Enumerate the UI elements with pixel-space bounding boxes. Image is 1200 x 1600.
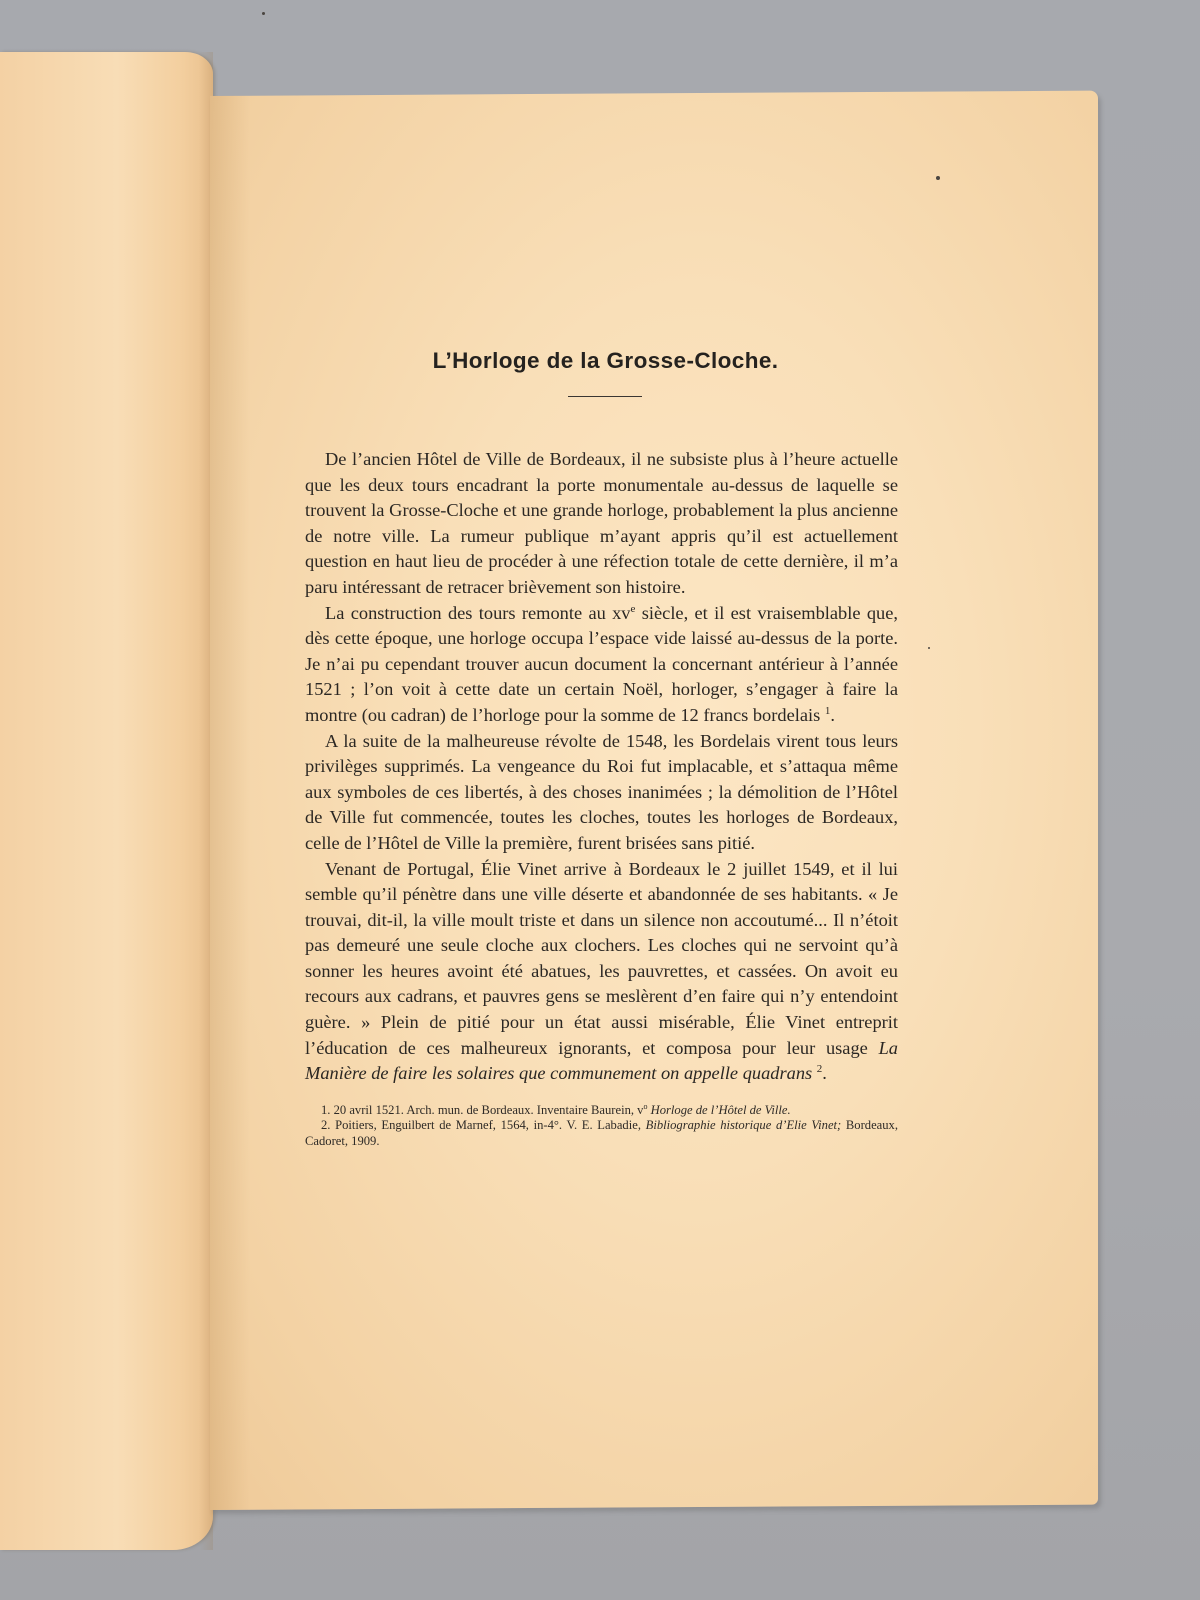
text-run: Venant de Portugal, Élie Vinet arrive à Bordeaux le 2 juillet 1549, et il lui semble qu’il pénètre dans une ville déserte et abandonnée de ses habitants. « Je trouvai, dit-il, la ville moult triste et dans un silence non accoutumé... Il n’étoit pas demeuré une seule cloche aux clochers. Les cloches qui ne servoint qu’à sonner les heures avoint été abatues, les pauvrettes, et cassées. On avoit eu recours aux cadrans, et pauvres gens se meslèrent d’en faire qui n’y entendoint guère. » Plein de pitié pour un état aussi misérable, Élie Vinet entreprit l’éducation de ces malheureux ignorants, et composa pour leur usage bbox=[305, 858, 898, 1058]
footnote bbox=[305, 1103, 898, 1118]
text-run: La construction des tours remonte au xv bbox=[325, 602, 631, 623]
footnotes bbox=[305, 1103, 898, 1149]
page-gutter-shadow bbox=[210, 96, 250, 1510]
superscript: 2 bbox=[816, 1063, 823, 1076]
italic-title: Bibliographie historique d’Elie Vinet; bbox=[645, 1118, 842, 1133]
body-paragraph bbox=[305, 601, 898, 729]
left-page-curl bbox=[0, 52, 213, 1550]
text-run: . bbox=[822, 1063, 827, 1084]
text-run: De l’ancien Hôtel de Ville de Bordeaux, il ne subsiste plus à l’heure actuelle que les deux tours encadrant la porte monumentale au-dessus de laquelle se trouvent la Grosse-Cloche et une grande horloge, probablement la plus ancienne de notre ville. La rumeur publique m’ayant appris qu’il est actuellement question en haut lieu de procéder à une réfection totale de cette dernière, il m’a paru intéressant de retracer brièvement son histoire. bbox=[305, 449, 898, 597]
page-content bbox=[305, 330, 898, 1149]
paper-speck bbox=[928, 647, 930, 649]
text-run: 2. Poitiers, Enguilbert de Marnef, 1564, in-4°. V. E. Labadie, bbox=[321, 1118, 646, 1133]
paper-speck bbox=[262, 12, 265, 15]
body-paragraph bbox=[305, 447, 898, 601]
body-paragraph bbox=[305, 729, 898, 857]
italic-title: Horloge de l’Hôtel de Ville. bbox=[650, 1102, 791, 1117]
article-title: L’Horloge de la Grosse-Cloche. bbox=[432, 348, 779, 373]
italic-title: La Manière de faire les solaires que communement on appelle quadrans bbox=[305, 1037, 898, 1084]
superscript: o bbox=[643, 1101, 648, 1111]
text-run: 1. 20 avril 1521. Arch. mun. de Bordeaux. Inventaire Baurein, v bbox=[321, 1102, 644, 1117]
footnote bbox=[305, 1118, 898, 1149]
text-run: Bordeaux, Cadoret, 1909. bbox=[305, 1118, 898, 1148]
text-run: . bbox=[830, 704, 835, 725]
title-rule-divider bbox=[568, 396, 642, 397]
superscript: e bbox=[630, 602, 636, 615]
article-body bbox=[305, 447, 898, 1087]
body-paragraph bbox=[305, 857, 898, 1087]
text-run: siècle, et il est vraisemblable que, dès cette époque, une horloge occupa l’espace vide laissé au-dessus de la porte. Je n’ai pu cependant trouver aucun document la concernant antérieur à l’année 1521 ; l’on voit à cette date un certain Noël, horloger, s’engager à faire la montre (ou cadran) de l’horloge pour la somme de 12 francs bordelais bbox=[305, 602, 898, 725]
paper-speck bbox=[936, 176, 940, 180]
superscript: 1 bbox=[824, 704, 831, 717]
text-run: A la suite de la malheureuse révolte de 1548, les Bordelais virent tous leurs privilèges supprimés. La vengeance du Roi fut implacable, et s’attaqua même aux symboles de ces libertés, à des choses inanimées ; la démolition de l’Hôtel de Ville fut commencée, toutes les cloches, toutes les horloges de Bordeaux, celle de l’Hôtel de Ville la première, furent brisées sans pitié. bbox=[305, 730, 898, 853]
